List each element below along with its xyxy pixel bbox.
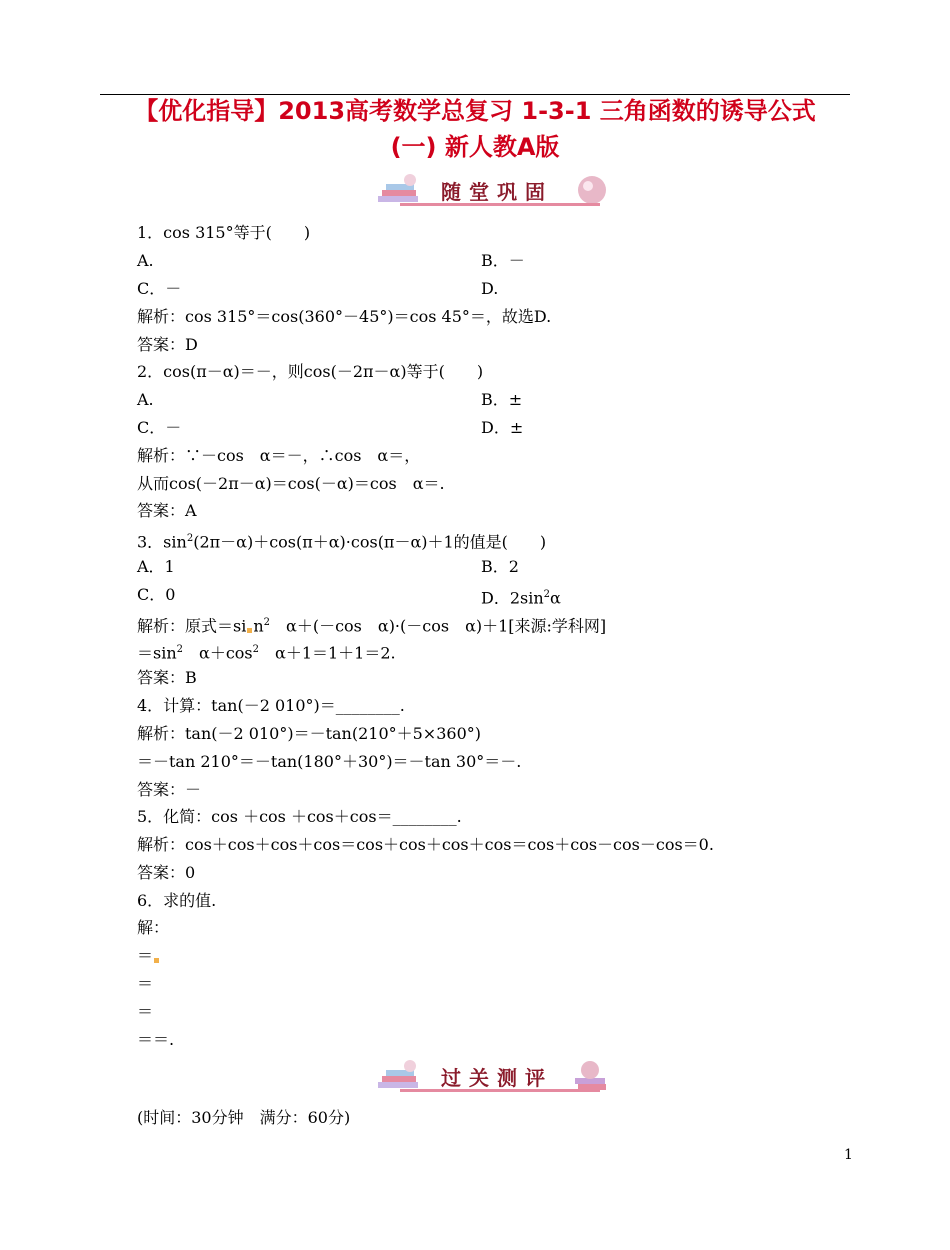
q5-analysis: 解析：cos＋cos＋cos＋cos＝cos＋cos＋cos＋cos＝cos＋cos－cos－cos＝0. xyxy=(137,835,714,854)
q2-option-c: C．－ xyxy=(137,418,182,437)
page-number: 1 xyxy=(844,1147,853,1163)
marker-dot xyxy=(247,628,252,633)
q1-answer: 答案：D xyxy=(137,335,198,354)
q4-stem: 4．计算：tan(－2 010°)＝________. xyxy=(137,696,405,715)
q6-step3: ＝ xyxy=(137,1002,154,1021)
q4-analysis-line1: 解析：tan(－2 010°)＝－tan(210°＋5×360°) xyxy=(137,724,481,743)
q3-analysis-line2: $=\sin^2$ $\alpha+\cos^2$ α＋1＝1＋1＝2. xyxy=(137,643,396,663)
test-info: (时间：30分钟 满分：60分) xyxy=(137,1108,351,1127)
q1-option-d: D. xyxy=(481,279,499,298)
q3-answer: 答案：B xyxy=(137,668,197,687)
banner-label: 过关测评 xyxy=(441,1066,553,1090)
document-title-line2: (一) 新人教A版 xyxy=(390,133,560,161)
document-title-line1: 【优化指导】2013高考数学总复习 1-3-1 三角函数的诱导公式 xyxy=(134,97,816,125)
q6-stem: 6．求的值. xyxy=(137,891,217,910)
header-rule xyxy=(100,94,850,95)
q6-step2: ＝ xyxy=(137,974,154,993)
q4-analysis-line2: ＝－tan 210°＝－tan(180°＋30°)＝－tan 30°＝－. xyxy=(137,752,522,771)
section-banner-test xyxy=(370,1058,620,1098)
q2-option-a: A. xyxy=(137,390,154,409)
q6-step4: ＝＝. xyxy=(137,1030,175,1049)
q1-option-b: B．－ xyxy=(481,251,525,270)
q1-analysis: 解析：cos 315°＝cos(360°－45°)＝cos 45°＝，故选D. xyxy=(137,307,552,326)
q3-option-c: C．0 xyxy=(137,585,176,604)
q6-step1: ＝ xyxy=(137,946,160,966)
marker-dot xyxy=(154,958,159,963)
q3-option-a: A．1 xyxy=(137,557,175,576)
q1-option-c: C．－ xyxy=(137,279,182,298)
banner-label: 随堂巩固 xyxy=(441,180,553,204)
q3-stem: 3．$\sin^2(2\pi-\alpha)+\cos(\pi+\alpha)\cdot\cos(\pi-\alpha)+1$的值是( ) xyxy=(137,532,547,552)
q6-solution-label: 解： xyxy=(137,918,170,937)
q5-stem: 5．化简：cos ＋cos ＋cos＋cos＝________. xyxy=(137,807,462,826)
section-banner-classwork xyxy=(370,172,620,212)
q2-answer: 答案：A xyxy=(137,501,197,520)
q1-option-a: A. xyxy=(137,251,154,270)
q2-analysis-line2: 从而cos(－2π－α)＝cos(－α)＝cos α＝. xyxy=(137,474,445,493)
q1-stem: 1．cos 315°等于( ) xyxy=(137,223,311,242)
q2-analysis-line1: 解析：∵－cos α＝－，∴cos α＝， xyxy=(137,446,421,465)
q3-option-b: B．2 xyxy=(481,557,519,576)
q3-analysis-line1: 解析：原式＝si $n^2$ α＋(－cos α)·(－cos α)＋1[来源:学科网] xyxy=(137,616,607,636)
q5-answer: 答案：0 xyxy=(137,863,196,882)
q2-stem: 2．cos(π－α)＝－，则cos(－2π－α)等于( ) xyxy=(137,362,484,381)
q3-option-d: D．$2\sin^2\alpha$ xyxy=(481,588,561,608)
q2-option-d: D．± xyxy=(481,418,524,437)
q4-answer: 答案：－ xyxy=(137,780,202,799)
q2-option-b: B．± xyxy=(481,390,523,409)
